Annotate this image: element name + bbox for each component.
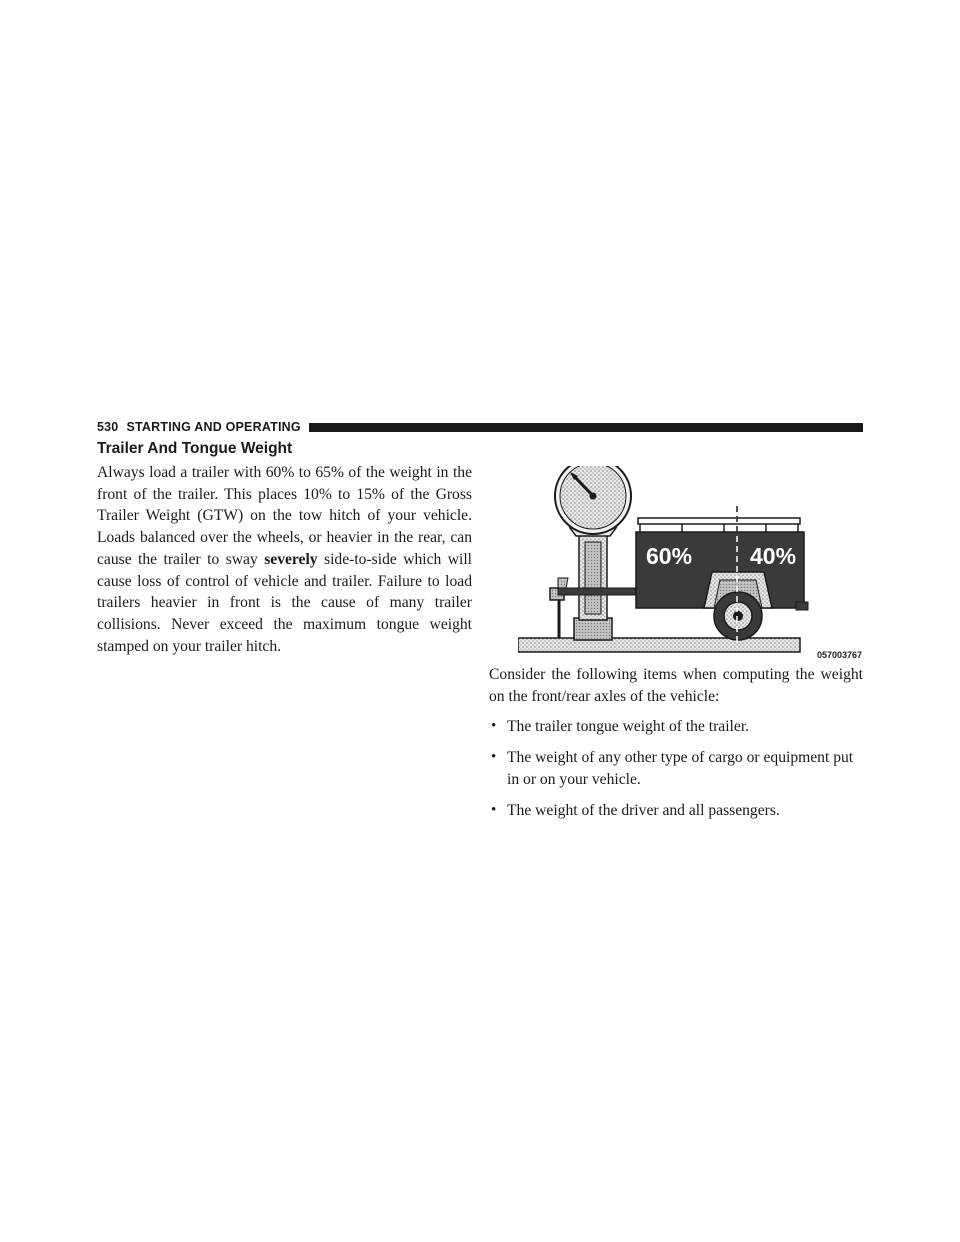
- list-item: • The weight of any other type of cargo or equipment put in or on your vehicle.: [491, 749, 854, 788]
- front-weight-label: 60%: [646, 543, 693, 569]
- body-paragraph-right: Consider the following items when computing the weight on the front/rear axles of the vehicle:: [489, 666, 863, 705]
- rear-weight-label: 40%: [750, 543, 797, 569]
- paragraph-text-2: side-to-side which will cause loss of control of vehicle and trailer. Failure to load trailers heavier in front is the cause of many trailer collisions. Never exceed the maximum tongue weight stamped on your trailer hitch.: [97, 550, 472, 655]
- bullet-icon: •: [491, 801, 497, 818]
- figure-code: 057003767: [816, 650, 862, 660]
- body-paragraph-left: [97, 462, 472, 657]
- running-header: [97, 419, 863, 435]
- trailer-tongue: [558, 588, 640, 595]
- list-item: • The trailer tongue weight of the trailer.: [489, 716, 863, 738]
- ground-strip: [518, 638, 800, 652]
- paragraph-text-1: Always load a trailer with 60% to 65% of the weight in the front of the trailer. This places 10% to 15% of the Gross Trailer Weight (GTW) on the tow hitch of your vehicle. Loads balanced over the wheels, or heavier in the rear, can cause the trailer to sway: [97, 464, 472, 568]
- list-item: • The weight of the driver and all passengers.: [489, 800, 863, 822]
- trailer-scale-drawing: [518, 466, 863, 662]
- bullet-icon: •: [491, 749, 497, 766]
- trailer-weight-illustration: [518, 466, 863, 662]
- bullet-list: [489, 716, 863, 821]
- trailer-rail: [638, 518, 800, 524]
- header-rule: [309, 423, 863, 432]
- page-number: 530: [97, 420, 119, 434]
- emphasis-severely: severely: [264, 550, 318, 568]
- section-heading: Trailer And Tongue Weight: [97, 440, 293, 457]
- section-title: STARTING AND OPERATING: [126, 420, 301, 434]
- body-column-right: [489, 664, 863, 830]
- bullet-icon: •: [491, 718, 497, 735]
- scale-base: [574, 618, 612, 640]
